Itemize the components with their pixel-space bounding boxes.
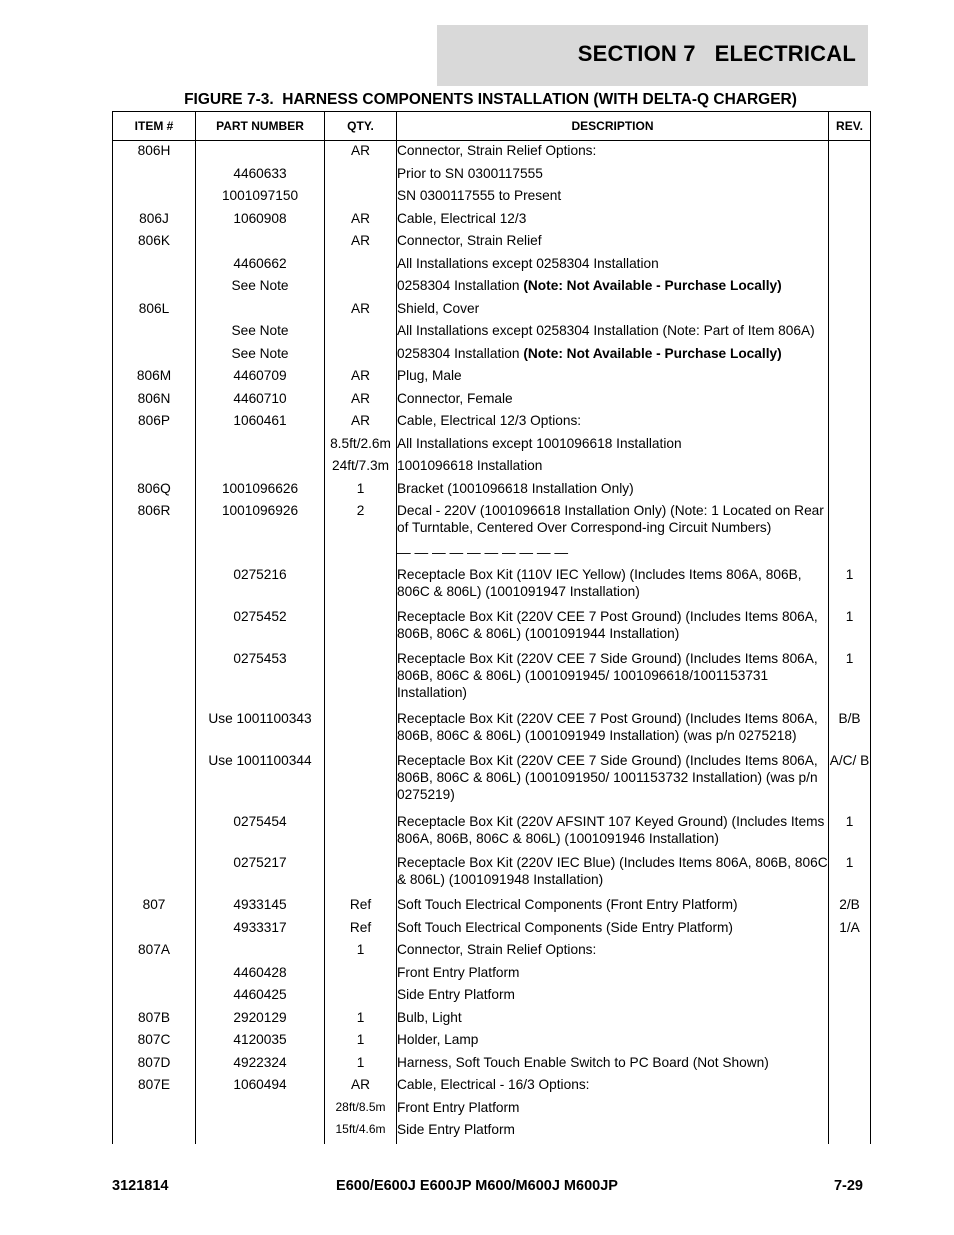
rev-cell bbox=[829, 367, 871, 390]
qty-cell bbox=[325, 964, 397, 987]
header-rev: REV. bbox=[829, 112, 871, 141]
description-text: Bulb, Light bbox=[397, 1009, 462, 1025]
description-cell bbox=[397, 1054, 829, 1077]
description-cell bbox=[397, 1031, 829, 1054]
description-cell bbox=[397, 566, 829, 608]
qty-cell: 1 bbox=[325, 1054, 397, 1077]
table-row bbox=[113, 919, 871, 942]
table-row bbox=[113, 813, 871, 855]
description-text: Receptacle Box Kit (220V CEE 7 Post Ground) (Includes Items 806A, 806B, 806C & 806L) (1001091949 Installation) (was p/n 0275218) bbox=[397, 711, 818, 744]
rev-cell bbox=[829, 232, 871, 255]
description-text: Connector, Strain Relief Options: bbox=[397, 942, 597, 958]
qty-cell: Ref bbox=[325, 896, 397, 919]
qty-cell bbox=[325, 345, 397, 368]
part-number-cell: 1060461 bbox=[196, 412, 325, 435]
qty-cell: AR bbox=[325, 412, 397, 435]
part-number-cell: 0275453 bbox=[196, 650, 325, 711]
part-number-cell: 4460633 bbox=[196, 165, 325, 188]
part-number-cell bbox=[196, 457, 325, 480]
item-number-cell bbox=[113, 710, 196, 752]
parts-table bbox=[112, 111, 871, 1144]
qty-cell bbox=[325, 608, 397, 650]
item-number-cell bbox=[113, 986, 196, 1009]
item-number-cell: 806H bbox=[113, 141, 196, 165]
rev-cell bbox=[829, 1076, 871, 1099]
rev-cell bbox=[829, 210, 871, 233]
qty-cell: AR bbox=[325, 210, 397, 233]
rev-cell: 1 bbox=[829, 854, 871, 896]
description-text: Bracket (1001096618 Installation Only) bbox=[397, 480, 634, 496]
qty-cell: 1 bbox=[325, 941, 397, 964]
description-cell bbox=[397, 277, 829, 300]
qty-cell bbox=[325, 255, 397, 278]
part-number-cell: 4460662 bbox=[196, 255, 325, 278]
description-text: SN 0300117555 to Present bbox=[397, 188, 562, 204]
table-row bbox=[113, 390, 871, 413]
footer-doc-number: 3121814 bbox=[112, 1178, 169, 1194]
description-cell bbox=[397, 1121, 829, 1144]
parts-table-body bbox=[113, 141, 871, 1145]
description-text: — — — — — — — — — — bbox=[397, 544, 569, 560]
table-header-row bbox=[113, 112, 871, 141]
description-text: Front Entry Platform bbox=[397, 964, 520, 980]
header-item: ITEM # bbox=[113, 112, 196, 141]
item-number-cell: 806L bbox=[113, 300, 196, 323]
description-text: Plug, Male bbox=[397, 368, 462, 384]
part-number-cell: 4460709 bbox=[196, 367, 325, 390]
qty-cell bbox=[325, 322, 397, 345]
header-description: DESCRIPTION bbox=[397, 112, 829, 141]
part-number-cell: See Note bbox=[196, 345, 325, 368]
table-row bbox=[113, 650, 871, 711]
qty-cell bbox=[325, 566, 397, 608]
item-number-cell: 807E bbox=[113, 1076, 196, 1099]
rev-cell bbox=[829, 300, 871, 323]
part-number-cell: 0275454 bbox=[196, 813, 325, 855]
qty-cell: Ref bbox=[325, 919, 397, 942]
qty-cell: AR bbox=[325, 300, 397, 323]
item-number-cell bbox=[113, 1099, 196, 1122]
item-number-cell bbox=[113, 255, 196, 278]
rev-cell bbox=[829, 457, 871, 480]
item-number-cell bbox=[113, 608, 196, 650]
description-cell bbox=[397, 232, 829, 255]
table-row bbox=[113, 457, 871, 480]
part-number-cell: 1001096926 bbox=[196, 502, 325, 544]
description-text: Decal - 220V (1001096618 Installation Only) (Note: 1 Located on Rear of Turntable, Centered Over Correspond-ing Circuit Numbers) bbox=[397, 503, 824, 536]
part-number-cell: 4460710 bbox=[196, 390, 325, 413]
table-row bbox=[113, 1031, 871, 1054]
rev-cell: B/B bbox=[829, 710, 871, 752]
description-cell bbox=[397, 1076, 829, 1099]
item-number-cell: 806Q bbox=[113, 480, 196, 503]
table-row bbox=[113, 896, 871, 919]
qty-cell bbox=[325, 854, 397, 896]
table-row bbox=[113, 1054, 871, 1077]
table-row bbox=[113, 300, 871, 323]
rev-cell bbox=[829, 964, 871, 987]
description-text: Receptacle Box Kit (220V CEE 7 Side Ground) (Includes Items 806A, 806B, 806C & 806L) (1001091950/ 1001153732 Installation) (was p/n 0275219) bbox=[397, 753, 818, 803]
table-row bbox=[113, 435, 871, 458]
description-cell bbox=[397, 255, 829, 278]
description-cell bbox=[397, 608, 829, 650]
description-text: Receptacle Box Kit (110V IEC Yellow) (Includes Items 806A, 806B, 806C & 806L) (1001091947 Installation) bbox=[397, 567, 802, 600]
table-row bbox=[113, 964, 871, 987]
qty-cell: AR bbox=[325, 141, 397, 165]
rev-cell bbox=[829, 435, 871, 458]
qty-cell: 24ft/7.3m bbox=[325, 457, 397, 480]
table-row bbox=[113, 412, 871, 435]
rev-cell: 1 bbox=[829, 608, 871, 650]
item-number-cell bbox=[113, 165, 196, 188]
item-number-cell: 806M bbox=[113, 367, 196, 390]
qty-cell bbox=[325, 544, 397, 567]
part-number-cell: 4460425 bbox=[196, 986, 325, 1009]
item-number-cell: 807 bbox=[113, 896, 196, 919]
item-number-cell bbox=[113, 187, 196, 210]
item-number-cell bbox=[113, 435, 196, 458]
item-number-cell bbox=[113, 650, 196, 711]
table-row bbox=[113, 255, 871, 278]
part-number-cell bbox=[196, 232, 325, 255]
table-row bbox=[113, 232, 871, 255]
item-number-cell: 807A bbox=[113, 941, 196, 964]
rev-cell bbox=[829, 941, 871, 964]
description-text: 0258304 Installation bbox=[397, 345, 524, 361]
rev-cell bbox=[829, 986, 871, 1009]
table-row bbox=[113, 502, 871, 544]
part-number-cell bbox=[196, 435, 325, 458]
qty-cell: 1 bbox=[325, 480, 397, 503]
rev-cell bbox=[829, 1099, 871, 1122]
part-number-cell: 1060908 bbox=[196, 210, 325, 233]
description-cell bbox=[397, 322, 829, 345]
part-number-cell: Use 1001100343 bbox=[196, 710, 325, 752]
qty-cell: 28ft/8.5m bbox=[325, 1099, 397, 1122]
description-text: Soft Touch Electrical Components (Front Entry Platform) bbox=[397, 897, 738, 913]
item-number-cell bbox=[113, 964, 196, 987]
table-row bbox=[113, 141, 871, 165]
description-text: Connector, Female bbox=[397, 390, 513, 406]
description-text: Soft Touch Electrical Components (Side Entry Platform) bbox=[397, 919, 733, 935]
part-number-cell bbox=[196, 300, 325, 323]
part-number-cell: 1060494 bbox=[196, 1076, 325, 1099]
qty-cell: 15ft/4.6m bbox=[325, 1121, 397, 1144]
item-number-cell bbox=[113, 752, 196, 813]
part-number-cell: 0275217 bbox=[196, 854, 325, 896]
description-text: Receptacle Box Kit (220V CEE 7 Post Ground) (Includes Items 806A, 806B, 806C & 806L) (1001091944 Installation) bbox=[397, 608, 818, 641]
table-row bbox=[113, 1099, 871, 1122]
description-text: All Installations except 1001096618 Installation bbox=[397, 435, 682, 451]
table-row bbox=[113, 941, 871, 964]
description-cell bbox=[397, 544, 829, 567]
qty-cell bbox=[325, 710, 397, 752]
qty-cell: AR bbox=[325, 232, 397, 255]
qty-cell: AR bbox=[325, 390, 397, 413]
rev-cell bbox=[829, 165, 871, 188]
item-number-cell: 806K bbox=[113, 232, 196, 255]
table-row bbox=[113, 1076, 871, 1099]
description-text: All Installations except 0258304 Installation bbox=[397, 255, 659, 271]
description-cell bbox=[397, 300, 829, 323]
description-cell bbox=[397, 435, 829, 458]
item-number-cell bbox=[113, 544, 196, 567]
qty-cell bbox=[325, 165, 397, 188]
item-number-cell bbox=[113, 1121, 196, 1144]
description-text: Side Entry Platform bbox=[397, 1122, 515, 1138]
part-number-cell bbox=[196, 941, 325, 964]
description-cell bbox=[397, 854, 829, 896]
rev-cell bbox=[829, 345, 871, 368]
qty-cell bbox=[325, 813, 397, 855]
item-number-cell bbox=[113, 457, 196, 480]
part-number-cell bbox=[196, 544, 325, 567]
rev-cell bbox=[829, 1031, 871, 1054]
description-cell bbox=[397, 1009, 829, 1032]
description-text: Front Entry Platform bbox=[397, 1099, 520, 1115]
table-row bbox=[113, 1009, 871, 1032]
header-part-number: PART NUMBER bbox=[196, 112, 325, 141]
description-cell bbox=[397, 813, 829, 855]
qty-cell bbox=[325, 187, 397, 210]
description-cell bbox=[397, 941, 829, 964]
description-cell bbox=[397, 457, 829, 480]
description-cell bbox=[397, 367, 829, 390]
footer-models: E600/E600J E600JP M600/M600J M600JP bbox=[336, 1178, 618, 1194]
qty-cell bbox=[325, 752, 397, 813]
qty-cell: 8.5ft/2.6m bbox=[325, 435, 397, 458]
description-cell bbox=[397, 710, 829, 752]
description-cell bbox=[397, 964, 829, 987]
part-number-cell: 1001096626 bbox=[196, 480, 325, 503]
description-text: Cable, Electrical 12/3 bbox=[397, 210, 527, 226]
description-text: Cable, Electrical - 16/3 Options: bbox=[397, 1077, 590, 1093]
rev-cell bbox=[829, 187, 871, 210]
part-number-cell: See Note bbox=[196, 322, 325, 345]
item-number-cell: 807C bbox=[113, 1031, 196, 1054]
rev-cell: A/C/ B bbox=[829, 752, 871, 813]
table-row bbox=[113, 322, 871, 345]
description-cell bbox=[397, 480, 829, 503]
part-number-cell: 0275216 bbox=[196, 566, 325, 608]
description-cell bbox=[397, 1099, 829, 1122]
description-text: 1001096618 Installation bbox=[397, 458, 543, 474]
table-row bbox=[113, 187, 871, 210]
description-text: Connector, Strain Relief bbox=[397, 233, 542, 249]
table-row bbox=[113, 480, 871, 503]
table-row bbox=[113, 710, 871, 752]
description-text: Receptacle Box Kit (220V CEE 7 Side Ground) (Includes Items 806A, 806B, 806C & 806L) (1001091945/ 1001096618/1001153731 Installation) bbox=[397, 650, 818, 700]
qty-cell: 1 bbox=[325, 1031, 397, 1054]
description-text: All Installations except 0258304 Installation (Note: Part of Item 806A) bbox=[397, 323, 815, 339]
rev-cell bbox=[829, 544, 871, 567]
qty-cell bbox=[325, 277, 397, 300]
item-number-cell bbox=[113, 277, 196, 300]
rev-cell bbox=[829, 1054, 871, 1077]
description-text: Side Entry Platform bbox=[397, 987, 515, 1003]
qty-cell: 2 bbox=[325, 502, 397, 544]
rev-cell: 1 bbox=[829, 650, 871, 711]
part-number-cell: 4933145 bbox=[196, 896, 325, 919]
description-text: Receptacle Box Kit (220V IEC Blue) (Includes Items 806A, 806B, 806C & 806L) (1001091948 Installation) bbox=[397, 855, 828, 888]
figure-title: FIGURE 7-3. HARNESS COMPONENTS INSTALLATION (WITH DELTA-Q CHARGER) bbox=[184, 91, 797, 108]
table-row bbox=[113, 367, 871, 390]
part-number-cell: 4460428 bbox=[196, 964, 325, 987]
description-text: Harness, Soft Touch Enable Switch to PC Board (Not Shown) bbox=[397, 1054, 769, 1070]
part-number-cell bbox=[196, 1121, 325, 1144]
rev-cell: 1/A bbox=[829, 919, 871, 942]
description-cell bbox=[397, 502, 829, 544]
table-row bbox=[113, 277, 871, 300]
description-text: Receptacle Box Kit (220V AFSINT 107 Keyed Ground) (Includes Items 806A, 806B, 806C & 806L) (1001091946 Installation) bbox=[397, 813, 825, 846]
description-cell bbox=[397, 412, 829, 435]
description-text: Holder, Lamp bbox=[397, 1032, 479, 1048]
description-text: Cable, Electrical 12/3 Options: bbox=[397, 413, 582, 429]
part-number-cell: Use 1001100344 bbox=[196, 752, 325, 813]
rev-cell bbox=[829, 412, 871, 435]
description-note: (Note: Not Available - Purchase Locally) bbox=[523, 278, 782, 294]
rev-cell bbox=[829, 390, 871, 413]
description-cell bbox=[397, 896, 829, 919]
part-number-cell bbox=[196, 1099, 325, 1122]
part-number-cell: 4120035 bbox=[196, 1031, 325, 1054]
description-cell bbox=[397, 986, 829, 1009]
item-number-cell bbox=[113, 566, 196, 608]
description-cell bbox=[397, 345, 829, 368]
table-row bbox=[113, 608, 871, 650]
rev-cell: 2/B bbox=[829, 896, 871, 919]
description-text: Connector, Strain Relief Options: bbox=[397, 143, 597, 158]
description-cell bbox=[397, 210, 829, 233]
table-row bbox=[113, 345, 871, 368]
item-number-cell: 807B bbox=[113, 1009, 196, 1032]
part-number-cell: See Note bbox=[196, 277, 325, 300]
part-number-cell: 2920129 bbox=[196, 1009, 325, 1032]
rev-cell bbox=[829, 1009, 871, 1032]
item-number-cell: 806N bbox=[113, 390, 196, 413]
description-cell bbox=[397, 650, 829, 711]
item-number-cell: 806P bbox=[113, 412, 196, 435]
rev-cell bbox=[829, 255, 871, 278]
description-note: (Note: Not Available - Purchase Locally) bbox=[523, 345, 782, 361]
qty-cell bbox=[325, 650, 397, 711]
rev-cell: 1 bbox=[829, 566, 871, 608]
qty-cell: 1 bbox=[325, 1009, 397, 1032]
qty-cell: AR bbox=[325, 1076, 397, 1099]
table-row bbox=[113, 210, 871, 233]
table-row bbox=[113, 1121, 871, 1144]
part-number-cell bbox=[196, 141, 325, 165]
rev-cell bbox=[829, 1121, 871, 1144]
description-text: Shield, Cover bbox=[397, 300, 480, 316]
item-number-cell bbox=[113, 813, 196, 855]
item-number-cell: 806J bbox=[113, 210, 196, 233]
rev-cell bbox=[829, 277, 871, 300]
qty-cell: AR bbox=[325, 367, 397, 390]
rev-cell bbox=[829, 502, 871, 544]
description-cell bbox=[397, 187, 829, 210]
section-banner bbox=[437, 25, 868, 86]
header-qty: QTY. bbox=[325, 112, 397, 141]
footer-page-number: 7-29 bbox=[833, 1178, 863, 1194]
table-row bbox=[113, 544, 871, 567]
table-row bbox=[113, 752, 871, 813]
qty-cell bbox=[325, 986, 397, 1009]
section-title: SECTION 7 ELECTRICAL bbox=[577, 41, 856, 66]
table-row bbox=[113, 986, 871, 1009]
part-number-cell: 1001097150 bbox=[196, 187, 325, 210]
description-text: 0258304 Installation bbox=[397, 278, 524, 294]
part-number-cell: 4933317 bbox=[196, 919, 325, 942]
item-number-cell bbox=[113, 854, 196, 896]
item-number-cell bbox=[113, 345, 196, 368]
item-number-cell: 807D bbox=[113, 1054, 196, 1077]
part-number-cell: 4922324 bbox=[196, 1054, 325, 1077]
rev-cell: 1 bbox=[829, 813, 871, 855]
description-cell bbox=[397, 752, 829, 813]
description-text: Prior to SN 0300117555 bbox=[397, 165, 543, 181]
rev-cell bbox=[829, 141, 871, 165]
description-cell bbox=[397, 919, 829, 942]
description-cell bbox=[397, 165, 829, 188]
table-row bbox=[113, 566, 871, 608]
item-number-cell bbox=[113, 322, 196, 345]
part-number-cell: 0275452 bbox=[196, 608, 325, 650]
rev-cell bbox=[829, 322, 871, 345]
item-number-cell: 806R bbox=[113, 502, 196, 544]
table-row bbox=[113, 854, 871, 896]
rev-cell bbox=[829, 480, 871, 503]
table-row bbox=[113, 165, 871, 188]
description-cell bbox=[397, 141, 829, 165]
item-number-cell bbox=[113, 919, 196, 942]
description-cell bbox=[397, 390, 829, 413]
